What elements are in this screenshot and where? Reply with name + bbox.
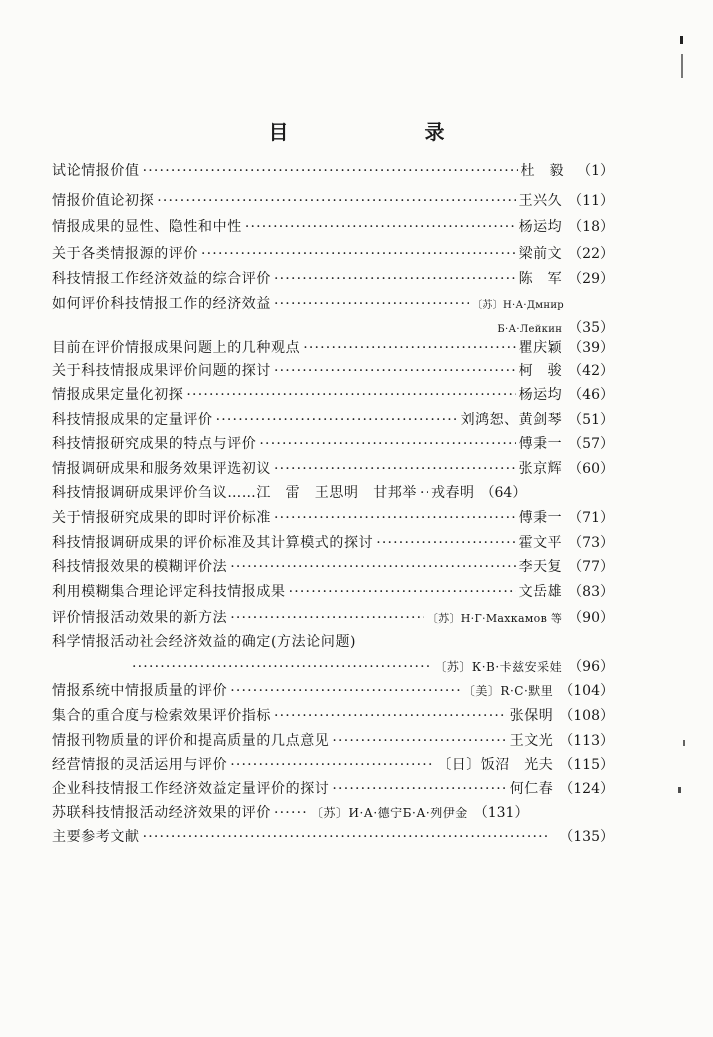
entry-page: （115） — [559, 757, 614, 773]
entry-page: （64） — [480, 485, 527, 501]
toc-entry — [52, 216, 614, 238]
entry-page: （57） — [568, 436, 614, 452]
toc-entry — [52, 754, 614, 776]
entry-author: 杜 毅 — [520, 163, 564, 179]
entry-author: 霍文平 — [518, 535, 563, 551]
toc-entry — [52, 458, 614, 480]
dot-leader — [332, 778, 506, 800]
toc-entry — [52, 680, 614, 702]
entry-title: 苏联科技情报活动经济效果的评价 — [52, 805, 271, 821]
entry-page: （73） — [568, 535, 614, 551]
scan-speck — [678, 787, 681, 793]
entry-author: 陈 军 — [518, 271, 563, 287]
entry-page: （22） — [568, 246, 614, 262]
entry-title: 试论情报价值 — [52, 163, 140, 179]
dot-leader — [376, 532, 515, 554]
entry-title: 科技情报工作经济效益的综合评价 — [52, 271, 271, 287]
dot-leader — [274, 507, 516, 529]
entry-page: （135） — [559, 829, 614, 845]
dot-leader — [332, 730, 506, 752]
dot-leader — [420, 482, 428, 504]
entry-title: 集合的重合度与检索效果评价指标 — [52, 708, 271, 724]
entry-page: （131） — [473, 805, 529, 821]
toc-entry — [52, 705, 614, 727]
entry-title: 目前在评价情报成果问题上的几种观点 — [52, 340, 301, 356]
toc-entry — [52, 778, 614, 800]
entry-title: 评价情报活动效果的新方法 — [52, 610, 228, 626]
dot-leader — [230, 556, 515, 578]
entry-author: 杨运均 — [518, 219, 563, 235]
entry-title: 情报成果定量化初探 — [52, 387, 184, 403]
entry-author: 张京辉 — [518, 461, 563, 477]
entry-page: （71） — [568, 510, 614, 526]
dot-leader — [186, 384, 515, 406]
entry-page: （113） — [559, 733, 614, 749]
toc-entry — [52, 532, 614, 554]
dot-leader — [157, 190, 515, 212]
toc-entry — [52, 293, 614, 337]
entry-page: （124） — [559, 781, 614, 797]
dot-leader — [274, 705, 507, 727]
entry-author: 瞿庆颖 — [518, 340, 563, 356]
entry-author: 〔美〕R·C·默里 — [462, 684, 554, 698]
entry-title: 情报刊物质量的评价和提高质量的几点意见 — [52, 733, 330, 749]
entry-author: 柯 骏 — [518, 363, 563, 379]
dot-leader — [143, 160, 518, 182]
dot-leader — [216, 409, 458, 431]
entry-author: 〔苏〕К·В·卡兹安采娃 — [434, 660, 563, 674]
entry-page: （29） — [568, 271, 614, 287]
dot-leader — [245, 216, 516, 238]
toc-entry — [52, 631, 614, 679]
entry-author: 王兴久 — [518, 193, 563, 209]
entry-page: （35） — [568, 320, 614, 336]
toc-entry — [52, 160, 614, 182]
entry-author: 傅秉一 — [518, 510, 563, 526]
entry-title: 如何评价科技情报工作的经济效益 — [52, 296, 271, 312]
entry-title: 情报价值论初探 — [52, 193, 155, 209]
entry-page: （77） — [568, 559, 614, 575]
toc-entry — [52, 581, 614, 603]
entry-page: （1） — [577, 163, 614, 179]
toc-entry — [52, 826, 614, 848]
entry-title: 科技情报成果的定量评价 — [52, 412, 213, 428]
entry-author: 李天复 — [518, 559, 563, 575]
dot-leader — [274, 360, 516, 382]
toc-entry — [52, 268, 614, 290]
toc-entry — [52, 243, 614, 265]
entry-author: 〔苏〕Н·А·Дмнир — [472, 300, 564, 311]
toc-entry — [52, 507, 614, 529]
entry-author: 傅秉一 — [518, 436, 563, 452]
toc-entry — [52, 607, 614, 629]
dot-leader — [274, 802, 308, 824]
scan-speck — [680, 36, 683, 44]
entry-author: 刘鸿恕、黄剑琴 — [460, 412, 563, 428]
entry-author: 〔苏〕И·А·德宁Б·А·列伊金 — [311, 806, 468, 820]
entry-author: 梁前文 — [518, 246, 563, 262]
entry-title: 关于科技情报成果评价问题的探讨 — [52, 363, 271, 379]
entry-author: 张保明 — [509, 708, 554, 724]
scan-speck — [683, 740, 685, 746]
entry-page: （39） — [568, 340, 614, 356]
toc-entry — [52, 482, 614, 504]
dot-leader — [303, 337, 515, 359]
entry-title: 科技情报调研成果评价刍议……江 雷 王思明 甘邦举 — [52, 485, 417, 501]
dot-leader — [230, 754, 434, 776]
entry-title: 科技情报效果的模糊评价法 — [52, 559, 228, 575]
entry-author: 〔日〕饭沼 光夫 — [437, 757, 554, 773]
entry-page: （104） — [559, 683, 614, 699]
entry-author: 杨运均 — [518, 387, 563, 403]
dot-leader — [274, 268, 516, 290]
toc-entry — [52, 337, 614, 359]
entry-page: （90） — [568, 610, 614, 626]
toc-entry — [52, 802, 614, 824]
entry-page: （11） — [568, 193, 614, 209]
entry-author: 〔苏〕Н·Г·Махкамов 等 — [426, 612, 563, 625]
toc-entry — [52, 433, 614, 455]
entry-page: （96） — [568, 659, 614, 675]
toc-entry — [52, 409, 614, 431]
toc-entry — [52, 360, 614, 382]
entry-title: 关于情报研究成果的即时评价标准 — [52, 510, 271, 526]
dot-leader — [230, 607, 424, 629]
toc-entry — [52, 730, 614, 752]
toc-entry — [52, 384, 614, 406]
entry-title: 情报调研成果和服务效果评选初议 — [52, 461, 271, 477]
entry-page: （51） — [568, 412, 614, 428]
entry-page: （60） — [568, 461, 614, 477]
dot-leader — [274, 293, 469, 315]
entry-author: 文岳雄 — [518, 584, 563, 600]
entry-title: 科技情报调研成果的评价标准及其计算模式的探讨 — [52, 535, 374, 551]
dot-leader — [143, 826, 551, 848]
entry-title: 情报系统中情报质量的评价 — [52, 683, 228, 699]
toc-entry — [52, 190, 614, 212]
dot-leader — [230, 680, 460, 702]
entry-page: （42） — [568, 363, 614, 379]
entry-page: （46） — [568, 387, 614, 403]
entry-title: 主要参考文献 — [52, 829, 140, 845]
dot-leader — [201, 243, 516, 265]
entry-author: 戎春明 — [431, 485, 475, 501]
entry-title: 科技情报研究成果的特点与评价 — [52, 436, 257, 452]
entry-page: （108） — [559, 708, 614, 724]
toc-entry — [52, 556, 614, 578]
entry-title: 企业科技情报工作经济效益定量评价的探讨 — [52, 781, 330, 797]
entry-page: （83） — [568, 584, 614, 600]
entry-title: 关于各类情报源的评价 — [52, 246, 198, 262]
entry-author: 王文光 — [509, 733, 554, 749]
page-title: 目 录 — [268, 120, 503, 144]
entry-title: 科学情报活动社会经济效益的确定(方法论问题) — [52, 634, 357, 650]
dot-leader — [132, 656, 431, 678]
dot-leader — [259, 433, 515, 455]
entry-author: 何仁春 — [509, 781, 554, 797]
dot-leader — [274, 458, 516, 480]
entry-title: 利用模糊集合理论评定科技情报成果 — [52, 584, 286, 600]
entry-page: （18） — [568, 219, 614, 235]
entry-title: 经营情报的灵活运用与评价 — [52, 757, 228, 773]
dot-leader — [289, 581, 516, 603]
scan-speck — [681, 54, 683, 78]
entry-author-second: Б·А·Лейкин — [497, 324, 563, 335]
entry-title: 情报成果的显性、隐性和中性 — [52, 219, 242, 235]
